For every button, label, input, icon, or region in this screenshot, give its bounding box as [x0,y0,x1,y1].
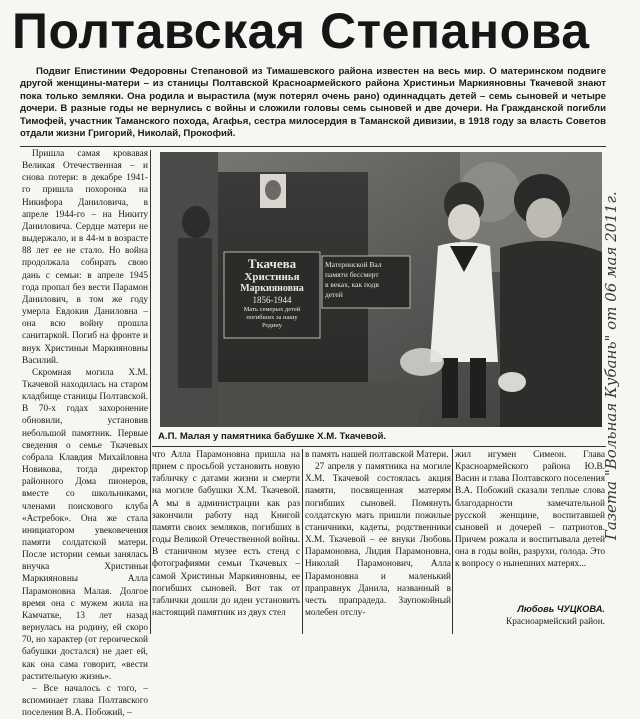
author-name: Любовь ЧУЦКОВА. [517,604,605,614]
handwritten-note-area [600,140,640,560]
column-rule [150,150,151,634]
text-column-2 [152,449,300,634]
lead-paragraph: Подвиг Епистинии Федоровны Степановой из Тимашевского района известен на весь мир. О материнском подвиге другой женщины-матери – из станицы Полтавской Красноармейского района Христиньи Маркияновны Ткачевой знают пока только земляки. Она родила и вырастила (муж потерял очень рано) одиннадцать детей – семь сыновей и четыре дочери. В разные годы не вернулись с войны и сложили головы семь сыновей и две дочери. На Гражданской погибли Тимофей, участник Таманского похода, Агафья, сестра милосердия в Таманской дивизии, в 1918 году за власть Советов отдали жизни Григорий, Николай, Прокофий. [20,66,606,140]
caption-rule [152,446,606,447]
text-column-1 [22,148,148,719]
column-rule [302,449,303,634]
column-rule [452,449,453,634]
article-photo [160,152,602,427]
lead-rule [20,146,606,147]
photo-caption: А.П. Малая у памятника бабушке Х.М. Ткачевой. [158,431,387,442]
headline: Полтавская Степанова [12,3,590,59]
author-place: Красноармейский район. [506,616,605,627]
monument-inscription-right: Материнской Вал памяти бессмерт в веках, как подв детей [325,260,382,299]
paragraph: 27 апреля у памятника на могиле Х.М. Ткачевой состоялась акция памяти, посвященная матерям погибших сыновей. Помянуть солдатскую мать пришли пожилые станичники, кадеты, родственники Х.М. Ткачевой – ее внуки Любовь Парамоновна, Лидия Парамоновна, Николай Парамонович, Алла Парамоновна и маленький праправнук Данила, названный в честь прапрадеда. Заупокойный молебен отслу- [305,462,451,619]
paragraph: жил игумен Симеон. Глава Красноармейского района Ю.В. Васин и глава Полтавского поселения В.А. Побожий сказали теплые слова благодарности замечательной русской женщине, воспитавшей сыновей и дочерей – патриотов. Причем рожала и воспитывала детей она в годы войн, разрухи, голода. Это к вопросу о нынешних матерях... [455,450,605,570]
text-column-3 [305,449,451,634]
paragraph: в память нашей полтавской Матери. [305,450,449,460]
text-column-4 [455,449,605,609]
author-signature [470,603,605,633]
monument-inscription-left: Ткачева Христинья Маркияновна 1856-1944 Мать семерых детей погибших за нашу Родину [240,256,304,329]
handwritten-source-note: Газета "Вольная Кубань" от 06 мая 2011г. [602,191,620,540]
paragraph: что Алла Парамоновна пришла на прием с просьбой установить новую табличку с датами жизни и смерти на могиле бабушки Х.М. Ткачевой. А мы в администрации как раз закончили работу над Книгой памяти своих земляков, погибших в годы Великой Отечественной войны. В станичном музее есть стенд с фотографиями семьи Ткачевых – самой Христиньи Маркияновны, ее погибших сыновей. Вот так от таблички дошли до идеи установить настоящий памятник из двух стел [152,450,300,619]
paragraph: Пришла самая кровавая Великая Отечественная – и снова потери: в декабре 1941-го пришла похоронка на Никифора Даниловича, в апреле 1944-го – на Никиту Даниловича. Сердце матери не выдержало, и в 44-м в возрасте 88 лет ее не стало. Но война продолжала собирать свою дань с семьи: в апреле 1945 года пропал без вести Парамон Данилович, в том же году умерла Евдокия Даниловна – она всю войну прошла санитаркой. Погиб на фронте и внук Христиньи Маркияновны Василий. [22,149,148,366]
paragraph: – Все началось с того, – вспоминает глава Полтавского поселения В.А. Побожий, – [22,683,148,719]
paragraph: Скромная могила Х.М. Ткачевой находилась на старом кладбище станицы Полтавской. В 70-х годах захоронение обновили, установив небольшой памятник. Первые сведения о семье Ткачевых собрала Клавдия Михайловна Новикова, тогда директор районного Дома пионеров, вместе со школьниками, членами поискового клуба «Астребок». Она же стала инициатором увековечения памяти солдатской матери. После истории семьи занялась внучка Христиньи Маркияновны Алла Парамоновна Малая. Долгое время она с мужем жила на Камчатке, 13 лет назад вернулась на родину, ей скоро 70, но характер (от героической бабушки достался) не дает ей, как она сама говорит, «вести растительную жизнь». [22,367,148,682]
